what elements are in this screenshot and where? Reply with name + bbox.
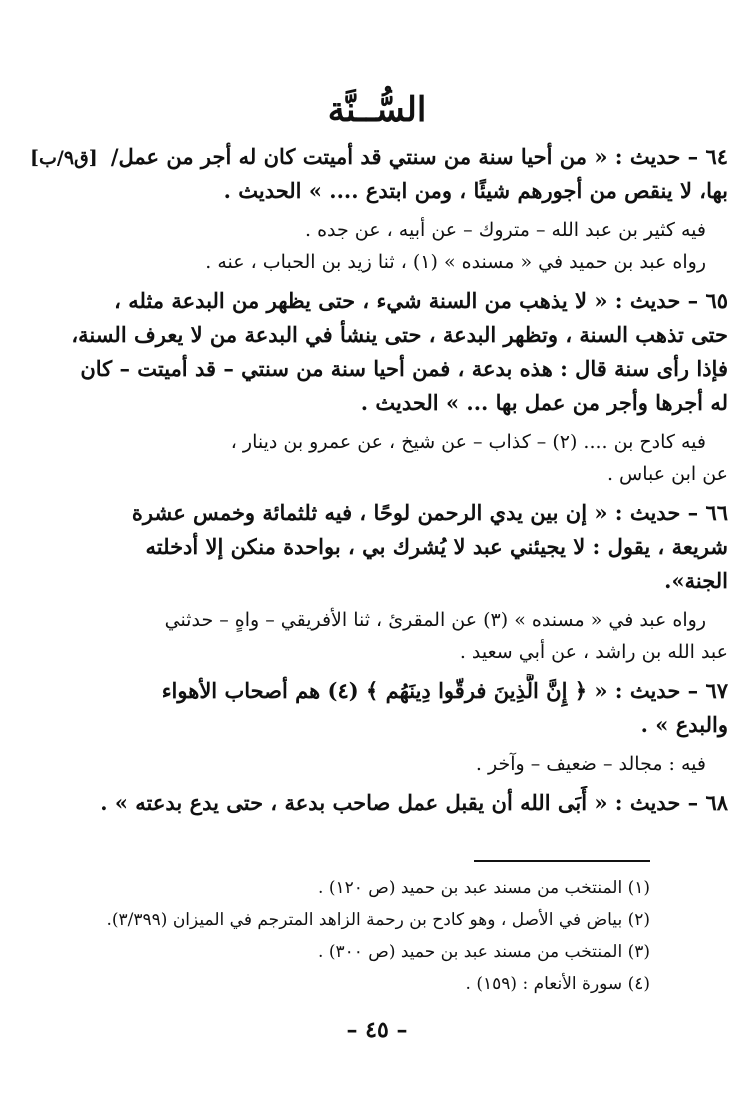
- hadith-commentary: عن ابن عباس .: [606, 463, 728, 485]
- hadith-line: حتى تذهب السنة ، وتظهر البدعة ، حتى ينشأ في البدعة من لا يعرف السنة،: [71, 322, 728, 347]
- page-number: – ٤٥ –: [346, 1017, 408, 1043]
- hadith-line: فإذا رأى سنة قال : هذه بدعة ، فمن أحيا سنة من سنتي – قد أميتت – كان: [80, 356, 728, 381]
- hadith-commentary: فيه كادح بن .... (٢) – كذاب – عن شيخ ، عن عمرو بن دينار ،: [230, 431, 706, 453]
- footnote: (٢) بياض في الأصل ، وهو كادح بن رحمة الزاهد المترجم في الميزان (٣/٣٩٩).: [106, 910, 650, 930]
- hadith-line: له أجرها وأجر من عمل بها ... » الحديث .: [360, 390, 728, 415]
- hadith-line: ٦٤ – حديث : « من أحيا سنة من سنتي قد أميتت كان له أجر من عمل/: [110, 144, 728, 169]
- hadith-line: ٦٧ – حديث : « ﴿ إِنَّ الَّذِينَ فرقّوا دِينَهُم ﴾ (٤) هم أصحاب الأهواء: [161, 678, 728, 703]
- hadith-line: والبدع » .: [640, 712, 728, 737]
- hadith-line: الجنة».: [664, 568, 728, 593]
- footnote: (١) المنتخب من مسند عبد بن حميد (ص ١٢٠) .: [318, 878, 650, 898]
- hadith-line: شريعة ، يقول : لا يجيئني عبد لا يُشرك بي ، بواحدة منكن إلا أدخلته: [145, 534, 728, 559]
- hadith-commentary: عبد الله بن راشد ، عن أبي سعيد .: [459, 641, 728, 663]
- hadith-commentary: فيه : مجالد – ضعيف – وآخر .: [475, 753, 706, 775]
- main-text: [30, 140, 728, 820]
- hadith-line: بها، لا ينقص من أجورهم شيئًا ، ومن ابتدع .... » الحديث .: [223, 178, 728, 203]
- hadith-commentary: فيه كثير بن عبد الله – متروك – عن أبيه ، عن جده .: [304, 219, 706, 241]
- hadith-commentary: رواه عبد في « مسنده » (٣) عن المقرئ ، ثنا الأفريقي – واهٍ – حدثني: [164, 609, 706, 631]
- hadith-line: ٦٦ – حديث : « إن بين يدي الرحمن لوحًا ، فيه ثلثمائة وخمس عشرة: [131, 500, 728, 525]
- page-title: السُّــنَّة: [327, 90, 427, 130]
- hadith-line: ٦٥ – حديث : « لا يذهب من السنة شيء ، حتى يظهر من البدعة مثله ،: [114, 288, 728, 313]
- hadith-line: ٦٨ – حديث : « أَبَى الله أن يقبل عمل صاحب بدعة ، حتى يدع بدعته » .: [100, 790, 728, 815]
- manuscript-folio-ref: [ق٩/ب]: [30, 147, 98, 169]
- footnote: (٤) سورة الأنعام : (١٥٩) .: [465, 974, 650, 994]
- hadith-commentary: رواه عبد بن حميد في « مسنده » (١) ، ثنا زيد بن الحباب ، عنه .: [205, 251, 706, 273]
- footnote-separator: [474, 860, 650, 862]
- footnote: (٣) المنتخب من مسند عبد بن حميد (ص ٣٠٠) .: [318, 942, 650, 962]
- footnotes: [60, 872, 650, 1000]
